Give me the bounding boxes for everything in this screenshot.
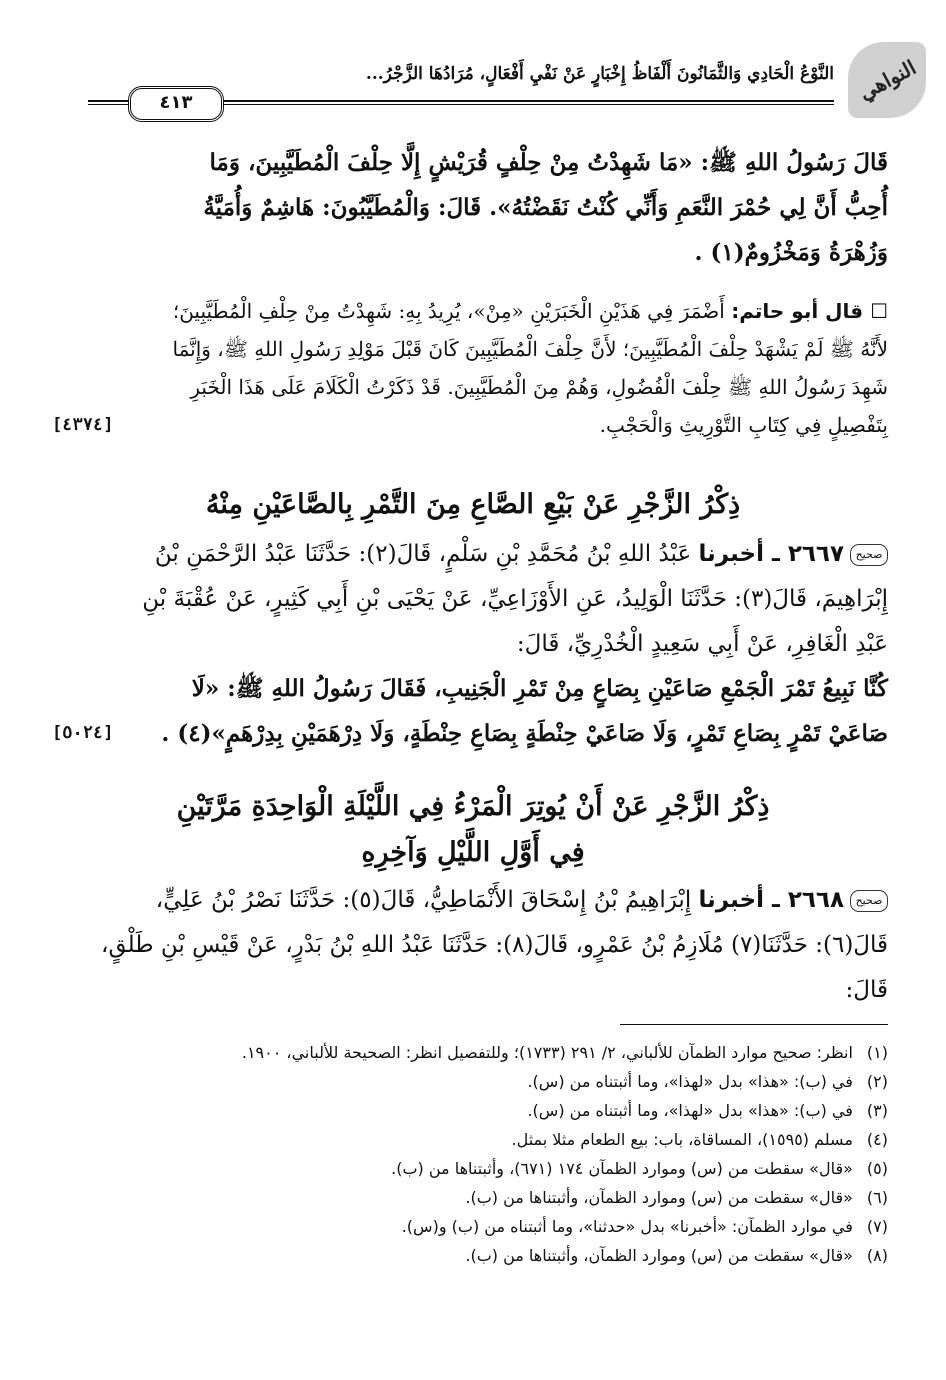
commentary-lead: ☐ قال أبو حاتم: [731, 299, 888, 323]
reference-number: [٥٠٢٤] [52, 723, 114, 743]
hadith-number: ٢٦٦٧ ـ أخبرنا [698, 541, 844, 567]
footnote: (٥) «قال» سقطت من (س) وموارد الظمآن ١٧٤ (٦٧١)، وأثبتناها من (ب). [391, 1159, 888, 1178]
text-line: كُنَّا نَبِيعُ تَمْرَ الْجَمْعِ صَاعَيْنِ بِصَاعٍ مِنْ تَمْرِ الْجَنِيبِ، فَقَالَ رَسُولُ اللهِ ﷺ: «لَا [191, 675, 888, 702]
text-line: قَالَ رَسُولُ اللهِ ﷺ: «مَا شَهِدْتُ مِنْ حِلْفٍ قُرَيْشٍ إِلَّا حِلْفَ الْمُطَيَّبِينَ، وَمَا [209, 149, 888, 176]
section-heading-1: ذِكْرُ الزَّجْرِ عَنْ بَيْعِ الصَّاعِ مِنَ التَّمْرِ بِالصَّاعَيْنِ مِنْهُ [205, 489, 741, 520]
footnote: (٢) في (ب): «هذا» بدل «لهذا»، وما أثبتناه من (س). [527, 1072, 888, 1091]
footnote: (٣) في (ب): «هذا» بدل «لهذا»، وما أثبتناه من (س). [527, 1101, 888, 1120]
hadith-number: ٢٦٦٨ ـ أخبرنا [698, 887, 844, 913]
footnote-separator [620, 1024, 888, 1025]
authenticity-mark: صحيح [850, 890, 888, 912]
page-number: ٤١٣ [128, 86, 224, 122]
running-title: النَّوْعُ الْحَادِي وَالثَّمَانُونَ أَلْفَاظُ إِخْبَارٍ عَنْ نَفْيِ أَفْعَالٍ، مُرَادُهَا الزَّجْرُ... [365, 64, 834, 84]
footnote: (٤) مسلم (١٥٩٥)، المساقاة، باب: بيع الطعام مثلا بمثل. [511, 1130, 888, 1149]
hadith-2668 [52, 878, 888, 1013]
page-header [88, 42, 926, 120]
hadith-matn-2 [52, 666, 888, 756]
chapter-tab [848, 42, 926, 118]
text-line: صحيح٢٦٦٧ ـ أخبرنا عَبْدُ اللهِ بْنُ مُحَمَّدِ بْنِ سَلْمٍ، قَالَ(٢): حَدَّثَنَا عَبْدُ الرَّحْمَنِ بْنُ [52, 532, 888, 577]
authenticity-mark: صحيح [850, 544, 888, 566]
footnotes [52, 1038, 888, 1270]
text-line: بِتَفْصِيلٍ فِي كِتَابِ التَّوْرِيثِ وَالْحَجْبِ. [٤٣٧٤] [52, 406, 888, 444]
reference-number: [٤٣٧٤] [52, 415, 114, 435]
text-line: صَاعَيْ تَمْرٍ بِصَاعِ تَمْرٍ، وَلَا صَاعَيْ حِنْطَةٍ بِصَاعِ حِنْطَةٍ، وَلَا دِرْهَمَيْنِ بِدِرْهَمٍ»(٤) . [٥٠٢٤] [52, 711, 888, 756]
heading-line: فِي أَوَّلِ اللَّيْلِ وَآخِرِهِ [361, 837, 585, 868]
hadith-matn-1 [52, 140, 888, 275]
heading-line: ذِكْرُ الزَّجْرِ عَنْ أَنْ يُوتِرَ الْمَرْءُ فِي اللَّيْلَةِ الْوَاحِدَةِ مَرَّتَيْنِ [176, 791, 770, 822]
section-heading-2 [40, 784, 906, 876]
footnote: (٧) في موارد الظمآن: «أخبرنا» بدل «حدثنا»، وما أثبتناه من (ب) و(س). [401, 1217, 888, 1236]
text-line: وَزُهْرَةُ وَمَخْزُومٌ(١) . [694, 239, 888, 266]
text-line: إِبْرَاهِيمَ، قَالَ(٣): حَدَّثَنَا الْوَلِيدُ، عَنِ الأَوْزَاعِيِّ، عَنْ يَحْيَى بْنِ أَبِي كَثِيرٍ، عَنْ عُقْبَةَ بْنِ [142, 586, 888, 612]
text-line: قَالَ: [845, 977, 888, 1003]
text-line: لأَنَّهُ ﷺ لَمْ يَشْهَدْ حِلْفَ الْمُطَيَّبِينَ؛ لأَنَّ حِلْفَ الْمُطَيَّبِينَ كَانَ قَبْلَ مَوْلِدِ رَسُولِ اللهِ ﷺ، وَإِنَّمَا [172, 337, 888, 361]
chapter-tab-label: النواهي [854, 55, 920, 105]
text-line: عَبْدِ الْغَافِرِ، عَنْ أَبِي سَعِيدٍ الْخُدْرِيِّ، قَالَ: [516, 631, 888, 657]
footnote: (١) انظر: صحيح موارد الظمآن للألباني، ٢/ ٢٩١ (١٧٣٣)؛ وللتفصيل انظر: الصحيحة للألباني، ١٩٠٠. [241, 1043, 888, 1062]
footnote: (٦) «قال» سقطت من (س) وموارد الظمآن، وأثبتناها من (ب). [465, 1188, 888, 1207]
footnote: (٨) «قال» سقطت من (س) وموارد الظمآن، وأثبتناها من (ب). [465, 1246, 888, 1265]
text-line: قَالَ(٦): حَدَّثَنَا(٧) مُلَازِمُ بْنُ عَمْرٍو، قَالَ(٨): حَدَّثَنَا عَبْدُ اللهِ بْنُ بَدْرٍ، عَنْ قَيْسِ بْنِ طَلْقٍ، [101, 932, 888, 958]
text-line: صحيح٢٦٦٨ ـ أخبرنا إِبْرَاهِيمُ بْنُ إِسْحَاقَ الأَنْمَاطِيُّ، قَالَ(٥): حَدَّثَنَا نَصْرُ بْنُ عَلِيٍّ، [52, 878, 888, 923]
hadith-2667 [52, 532, 888, 667]
text-line: شَهِدَ رَسُولُ اللهِ ﷺ حِلْفَ الْفُضُولِ، وَهُمْ مِنَ الْمُطَيَّبِينَ. قَدْ ذَكَرْتُ الْكَلَامَ عَلَى هَذَا الْخَبَرِ [190, 375, 888, 399]
commentary-paragraph [52, 292, 888, 444]
text-line: ☐ قال أبو حاتم: أَضْمَرَ فِي هَذَيْنِ الْخَبَرَيْنِ «مِنْ»، يُرِيدُ بِهِ: شَهِدْتُ مِنْ حِلْفِ الْمُطَيَّبِينَ؛ [172, 299, 888, 323]
text-line: أُحِبُّ أَنَّ لِي حُمْرَ النَّعَمِ وَأَنِّي كُنْتُ نَقَضْتُهُ». قَالَ: وَالْمُطَيَّبُونَ: هَاشِمٌ وَأُمَيَّةُ [203, 194, 888, 221]
